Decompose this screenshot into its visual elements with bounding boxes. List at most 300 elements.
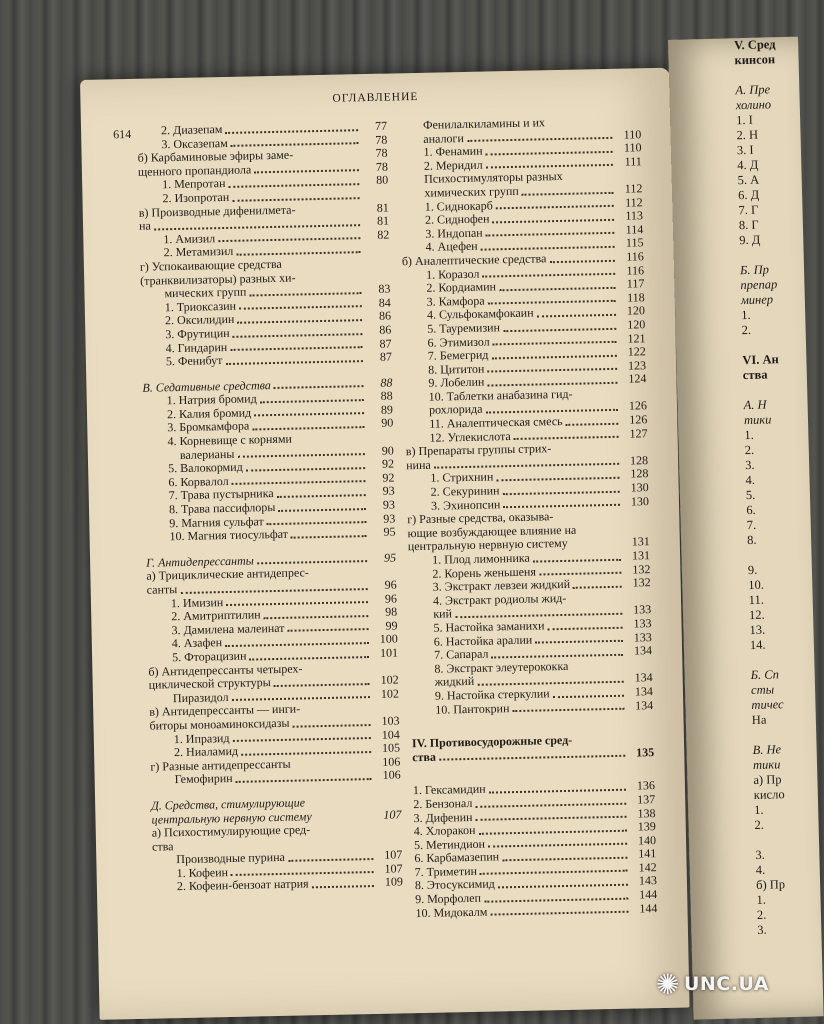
toc-leader-dots bbox=[486, 164, 613, 169]
toc-leader-dots bbox=[481, 246, 615, 251]
toc-leader-dots bbox=[296, 158, 358, 159]
toc-entry-title: центральную нервную систему bbox=[407, 536, 568, 554]
toc-entry-title: 2. Ниаламид bbox=[173, 743, 239, 760]
right-page-line: тичес bbox=[751, 697, 784, 713]
toc-leader-dots bbox=[503, 490, 620, 494]
toc-leader-dots bbox=[566, 180, 613, 181]
toc-leader-dots bbox=[218, 238, 360, 243]
toc-entry-page: 107 bbox=[384, 847, 403, 863]
toc-leader-dots bbox=[241, 751, 371, 756]
toc-entry-page: 77 bbox=[374, 118, 388, 133]
toc-leader-dots bbox=[294, 766, 372, 768]
toc-leader-dots bbox=[225, 129, 358, 134]
toc-entry-page: 123 bbox=[627, 357, 647, 373]
toc-entry-page: 90 bbox=[381, 443, 394, 458]
toc-entry-page: 137 bbox=[637, 792, 656, 807]
toc-leader-dots bbox=[533, 558, 621, 562]
toc-entry-page: 84 bbox=[378, 295, 391, 310]
toc-leader-dots bbox=[522, 191, 614, 195]
toc-leader-dots bbox=[274, 683, 370, 687]
right-page-line: 1. bbox=[744, 427, 754, 443]
toc-entry-title: 4. Хлоракон bbox=[413, 822, 476, 839]
toc-entry-title: 8. Этосуксимид bbox=[414, 876, 495, 893]
toc-leader-dots bbox=[225, 642, 369, 647]
toc-entry-title: в) Производные дифенилмета- bbox=[138, 202, 296, 220]
right-page-line: 14. bbox=[749, 637, 766, 653]
toc-entry-page: 106 bbox=[382, 754, 401, 769]
toc-entry-title: 2. Изопротан bbox=[162, 189, 230, 206]
toc-leader-dots bbox=[493, 341, 617, 346]
toc-leader-dots bbox=[254, 413, 364, 417]
toc-entry-title: 10. Магния тиосульфат bbox=[169, 526, 289, 544]
toc-leader-dots bbox=[237, 453, 365, 458]
toc-leader-dots bbox=[477, 681, 624, 686]
toc-entry-page: 144 bbox=[639, 887, 658, 902]
toc-entry-page: 92 bbox=[382, 470, 395, 485]
right-page-line: Б. Пр bbox=[739, 262, 770, 278]
toc-entry-title: 1. Сиднокарб bbox=[424, 197, 493, 214]
toc-entry-title: центральную нервную систему bbox=[151, 808, 312, 827]
toc-leader-dots bbox=[232, 481, 366, 486]
toc-leader-dots bbox=[312, 885, 374, 888]
toc-entry-page: 93 bbox=[382, 497, 396, 512]
toc-entry-title: б) Антидепрессанты четырех- bbox=[148, 661, 303, 679]
toc-entry-title: мических групп bbox=[164, 284, 247, 301]
toc-leader-dots bbox=[249, 292, 361, 296]
right-page-line: 2. bbox=[741, 322, 752, 338]
toc-entry-title: IV. Противосудорожные сред- bbox=[411, 732, 573, 751]
toc-entry-title: 3. Бромкамфора bbox=[167, 419, 250, 435]
toc-entry-title: б) Карбаминовые эфиры заме- bbox=[137, 147, 294, 165]
toc-entry-page: 116 bbox=[626, 262, 645, 278]
toc-entry-page: 127 bbox=[629, 425, 648, 441]
toc-entry-page: 92 bbox=[381, 456, 395, 472]
toc-entry-page: 140 bbox=[637, 832, 657, 848]
toc-leader-dots bbox=[514, 436, 619, 440]
right-page-line: 1. bbox=[754, 802, 764, 818]
right-page-line: кисло bbox=[753, 787, 785, 803]
toc-leader-dots bbox=[264, 615, 369, 619]
toc-entry-page: 128 bbox=[629, 453, 649, 468]
toc-leader-dots bbox=[488, 843, 627, 848]
toc-leader-dots bbox=[571, 669, 623, 670]
toc-entry-page: 143 bbox=[638, 873, 658, 888]
toc-entry-page: 80 bbox=[376, 172, 389, 188]
toc-entry-title: Гемофирин bbox=[174, 771, 233, 787]
toc-entry-page: 120 bbox=[627, 317, 646, 332]
toc-entry-title: 1. Ипразид bbox=[173, 730, 230, 746]
toc-entry-title: 9. Магния сульфат bbox=[169, 513, 264, 530]
toc-leader-dots bbox=[579, 533, 620, 534]
toc-entry-title: Д. Средства, стимулирующие bbox=[151, 795, 306, 813]
toc-leader-dots bbox=[573, 586, 622, 589]
toc-entry-title: 4. Сульфокамфокаин bbox=[426, 305, 534, 323]
toc-entry-title: 1. Натрия бромид bbox=[166, 391, 257, 408]
toc-entry-page: 95 bbox=[383, 524, 396, 539]
toc-leader-dots bbox=[232, 197, 359, 202]
toc-leader-dots bbox=[492, 654, 624, 659]
toc-entry-title: 7. Трава пустырника bbox=[168, 486, 274, 503]
toc-entry-page: 82 bbox=[377, 227, 390, 242]
toc-entry-title: 1. Фенамин bbox=[423, 143, 483, 160]
toc-entry-page: 112 bbox=[624, 194, 643, 210]
toc-entry-title: 10. Мидокалм bbox=[415, 904, 488, 920]
toc-leader-dots bbox=[239, 305, 362, 310]
right-page-line: 4. bbox=[745, 472, 756, 488]
right-page-line: сты bbox=[750, 682, 775, 698]
right-page-fragment bbox=[668, 37, 824, 1020]
toc-entry-page: 86 bbox=[379, 322, 392, 337]
right-page-line: V. Сред bbox=[733, 37, 776, 53]
toc-leader-dots bbox=[496, 205, 614, 209]
toc-entry-title: 5. Валокормид bbox=[168, 459, 243, 476]
toc-entry-title: 6. Карбамазепин bbox=[414, 849, 500, 866]
toc-leader-dots bbox=[236, 251, 360, 256]
toc-leader-dots bbox=[503, 327, 616, 331]
watermark-text: UNC.UA bbox=[683, 973, 770, 995]
toc-entry-title: 1. Гексамидин bbox=[412, 781, 486, 798]
toc-entry-title: 2. Метамизил bbox=[163, 244, 234, 260]
right-page-line: 1. bbox=[741, 307, 751, 323]
page-header: ОГЛАВЛЕНИЕ bbox=[332, 90, 419, 105]
toc-entry-title: 9. Лобелин bbox=[428, 374, 485, 391]
toc-entry-title: 2. Кофеин-бензоат натрия bbox=[176, 876, 309, 894]
toc-entry-page: 110 bbox=[623, 126, 642, 142]
right-page-line: 7. bbox=[746, 517, 757, 533]
toc-entry-title: 3. Экстракт левзеи жидкий bbox=[432, 577, 571, 594]
toc-entry-title: 10. Пантокрин bbox=[435, 700, 510, 717]
toc-entry-page: 131 bbox=[631, 548, 651, 563]
toc-entry bbox=[415, 902, 657, 921]
toc-entry-page: 99 bbox=[385, 618, 398, 633]
toc-entry-title: Психостимуляторы разных bbox=[424, 169, 563, 187]
toc-leader-dots bbox=[305, 671, 369, 672]
toc-leader-dots bbox=[484, 897, 628, 902]
toc-entry-title: ства bbox=[151, 838, 174, 854]
toc-entry-page: 130 bbox=[630, 493, 650, 509]
toc-entry-title: 5. Фенибут bbox=[165, 353, 223, 369]
toc-leader-dots bbox=[231, 142, 359, 147]
toc-entry-title: 3. Камфора bbox=[426, 293, 485, 309]
toc-leader-dots bbox=[496, 477, 619, 482]
toc-leader-dots bbox=[308, 806, 372, 807]
toc-entry-page: 142 bbox=[638, 859, 657, 875]
toc-entry-page: 87 bbox=[379, 349, 393, 364]
toc-entry-page: 78 bbox=[375, 159, 389, 174]
toc-entry-page: 96 bbox=[384, 577, 397, 592]
toc-leader-dots bbox=[548, 626, 623, 630]
toc-entry-title: Пиразидол bbox=[172, 689, 229, 705]
toc-leader-dots bbox=[254, 170, 359, 174]
toc-entry-page: 107 bbox=[384, 861, 403, 876]
toc-entry-page: 133 bbox=[633, 616, 652, 631]
toc-leader-dots bbox=[252, 426, 364, 430]
toc-leader-dots bbox=[295, 442, 365, 443]
toc-entry-title: 5. Настойка заманихи bbox=[433, 618, 545, 635]
toc-leader-dots bbox=[491, 355, 616, 360]
toc-entry-title: ющие возбуждающее влияние на bbox=[407, 522, 577, 541]
toc-leader-dots bbox=[231, 871, 374, 876]
toc-entry-title: 2. Секуринин bbox=[430, 483, 500, 499]
toc-entry-page: 133 bbox=[633, 629, 652, 645]
right-page-line: 7. Г bbox=[738, 202, 759, 218]
toc-leader-dots bbox=[233, 333, 363, 338]
right-page-line: минер bbox=[740, 292, 774, 308]
toc-leader-dots bbox=[575, 743, 625, 744]
toc-entry-title: 4. Ацефен bbox=[425, 239, 478, 255]
toc-entry-title: 3. Эхинопсин bbox=[430, 496, 501, 513]
toc-entry-title: 1. Стрихнин bbox=[430, 469, 494, 486]
right-page-line: VI. Ан bbox=[742, 352, 779, 368]
right-page-line: 3. bbox=[744, 457, 755, 473]
toc-leader-dots bbox=[288, 628, 369, 632]
right-page-line: 3. bbox=[755, 847, 765, 862]
toc-entry-title: 9. Настойка стеркулии bbox=[434, 686, 550, 703]
toc-entry-title: 8. Цититон bbox=[427, 361, 485, 377]
toc-entry-title: на bbox=[138, 218, 151, 233]
watermark-star-icon: ✺ bbox=[656, 968, 680, 1001]
right-page-line: 9. Д bbox=[739, 232, 761, 248]
toc-entry-title: 2. Калия бромид bbox=[166, 405, 252, 422]
toc-leader-dots bbox=[229, 183, 360, 188]
toc-leader-dots bbox=[285, 267, 361, 269]
right-page-line: 5. А bbox=[737, 172, 760, 188]
toc-entry-title: 2. Оксилидин bbox=[164, 312, 235, 328]
toc-leader-dots bbox=[498, 884, 628, 889]
toc-leader-dots bbox=[237, 319, 362, 324]
toc-entry-title: (транквилизаторы) разных хи- bbox=[140, 270, 296, 288]
toc-entry-page: 141 bbox=[638, 846, 657, 861]
toc-entry-page: 132 bbox=[632, 575, 651, 590]
toc-entry-title: 2. Меридил bbox=[423, 157, 483, 173]
right-page-line: тики bbox=[743, 412, 772, 428]
toc-entry-title: жидкий bbox=[434, 674, 475, 690]
toc-leader-dots bbox=[293, 724, 371, 728]
toc-leader-dots bbox=[512, 708, 624, 712]
toc-entry-page: 81 bbox=[376, 200, 389, 215]
toc-leader-dots bbox=[299, 212, 360, 213]
right-page-line: 8. bbox=[746, 532, 757, 548]
right-page-line: 4. Д bbox=[737, 157, 759, 173]
toc-entry-page: 101 bbox=[379, 645, 399, 660]
right-page-line: 2. bbox=[744, 442, 755, 458]
toc-middle-column bbox=[399, 114, 658, 920]
right-page-line: На bbox=[751, 712, 767, 728]
toc-leader-dots bbox=[487, 368, 617, 373]
right-page-line: 6. bbox=[746, 502, 756, 518]
right-page-line: 9. bbox=[747, 562, 758, 578]
toc-leader-dots bbox=[537, 314, 616, 318]
toc-entry-title: 3. Дамилена малеинат bbox=[171, 620, 285, 637]
toc-entry-title: 1. Плод лимонника bbox=[431, 550, 530, 567]
toc-leader-dots bbox=[478, 829, 626, 834]
toc-entry-title: Производные пурина bbox=[176, 850, 286, 867]
toc-entry-page: 133 bbox=[633, 602, 652, 617]
toc-entry-page: 134 bbox=[634, 670, 653, 685]
toc-entry-title: 1. Амизил bbox=[163, 230, 216, 247]
toc-entry-page: 128 bbox=[630, 466, 649, 481]
toc-leader-dots bbox=[486, 409, 618, 414]
right-page-line: 1. bbox=[756, 892, 767, 907]
toc-entry-page: 139 bbox=[637, 819, 656, 834]
toc-leader-dots bbox=[548, 125, 612, 126]
toc-entry-page: 110 bbox=[623, 140, 642, 155]
toc-entry-title: 2. Корень женьшеня bbox=[432, 564, 537, 581]
toc-entry-page: 104 bbox=[381, 726, 400, 742]
toc-entry-title: биторы моноаминоксидазы bbox=[149, 715, 290, 733]
toc-entry-page: 83 bbox=[378, 281, 391, 296]
toc-entry-title: 8. Экстракт элеутерококка bbox=[434, 658, 569, 676]
toc-entry-title: в) Антидепрессанты — инги- bbox=[149, 701, 301, 720]
toc-entry-title: 2. Амитриптилин bbox=[171, 607, 261, 624]
toc-entry-page: 144 bbox=[639, 900, 658, 916]
toc-entry-page: 135 bbox=[636, 744, 655, 760]
right-page-line: 8. Г bbox=[738, 217, 759, 233]
right-page-line: В. Не bbox=[752, 742, 782, 758]
toc-entry-title: а) Трициклические антидепрес- bbox=[146, 565, 309, 584]
toc-entry-title: 4. Экстракт родиолы жид- bbox=[432, 590, 567, 608]
toc-entry-title: а) Психостимулирующие сред- bbox=[151, 822, 311, 840]
toc-leader-dots bbox=[277, 494, 366, 498]
toc-entry-title: 7. Сапарал bbox=[433, 646, 489, 662]
toc-leader-dots bbox=[232, 696, 370, 701]
toc-entry-title: 4. Корневище с корнями bbox=[167, 431, 293, 449]
toc-entry-page: 113 bbox=[625, 208, 644, 223]
toc-entry bbox=[153, 876, 403, 895]
toc-entry-title: 8. Трава пассифлоры bbox=[168, 500, 276, 517]
right-page-line: а) Пр bbox=[753, 772, 782, 788]
toc-entry-page: 102 bbox=[380, 686, 400, 701]
toc-entry-title: 3. Оксазепам bbox=[161, 135, 228, 151]
toc-leader-dots bbox=[246, 467, 365, 472]
toc-entry-page: 88 bbox=[380, 388, 393, 404]
toc-entry-title: В. Седативные средства bbox=[142, 377, 271, 395]
toc-leader-dots bbox=[576, 397, 618, 398]
toc-entry-page: 106 bbox=[382, 767, 401, 783]
watermark bbox=[656, 968, 769, 1001]
toc-entry-page: 131 bbox=[631, 534, 650, 549]
right-page-line: А. Н bbox=[743, 397, 767, 413]
toc-leader-dots bbox=[482, 273, 615, 278]
toc-entry-title: 2. Кордиамин bbox=[426, 279, 497, 295]
toc-leader-dots bbox=[556, 520, 620, 521]
toc-entry-title: 1. Мепротан bbox=[162, 176, 226, 192]
toc-entry-page: 78 bbox=[375, 132, 388, 147]
toc-leader-dots bbox=[230, 346, 362, 351]
toc-entry-title: 9. Морфолеп bbox=[415, 890, 482, 907]
toc-leader-dots bbox=[480, 870, 628, 875]
toc-entry-title: в) Препараты группы стрих- bbox=[405, 441, 552, 459]
right-page-line: Б. Сп bbox=[750, 667, 780, 683]
right-page-line: 2. Н bbox=[736, 127, 759, 143]
toc-leader-dots bbox=[566, 422, 619, 425]
toc-leader-dots bbox=[467, 137, 612, 142]
toc-left-column bbox=[137, 120, 403, 895]
toc-entry-page: 138 bbox=[637, 805, 656, 820]
toc-entry-page: 86 bbox=[378, 308, 392, 324]
right-page-line: 6. Д bbox=[737, 187, 760, 203]
right-page-line: холино bbox=[735, 97, 772, 113]
right-page-line: 10. bbox=[748, 577, 765, 593]
right-page-line: 3. I bbox=[736, 142, 754, 158]
toc-entry-title: санты bbox=[146, 582, 178, 597]
toc-leader-dots bbox=[502, 857, 627, 862]
toc-entry-title: 2. Сиднофен bbox=[424, 211, 490, 227]
toc-entry-page: 134 bbox=[634, 684, 654, 699]
toc-entry-title: 1. Триоксазин bbox=[164, 298, 237, 314]
toc-leader-dots bbox=[260, 399, 364, 403]
toc-entry-title: аналоги bbox=[423, 130, 464, 146]
right-page-line: 11. bbox=[748, 592, 765, 608]
toc-entry-page: 90 bbox=[381, 415, 394, 431]
toc-entry-page: 121 bbox=[627, 330, 646, 346]
toc-entry-page: 89 bbox=[380, 402, 394, 417]
right-page-line: 5. bbox=[745, 487, 756, 503]
toc-entry-page: 134 bbox=[635, 697, 654, 713]
right-page-line: б) Пр bbox=[755, 877, 786, 892]
toc-entry-title: щенного пропандиола bbox=[137, 162, 252, 179]
toc-leader-dots bbox=[315, 819, 373, 820]
toc-entry-page: 118 bbox=[626, 289, 645, 305]
toc-entry-title: 7. Триметин bbox=[414, 863, 478, 880]
toc-entry-title: 6. Настойка аралии bbox=[433, 632, 533, 649]
toc-leader-dots bbox=[569, 601, 622, 602]
toc-entry-page: 93 bbox=[382, 483, 395, 499]
toc-entry-title: 3. Фрутицин bbox=[165, 325, 230, 342]
toc-entry-title: ства bbox=[412, 749, 437, 764]
toc-entry-title: 5. Метиндион bbox=[413, 836, 486, 852]
toc-leader-dots bbox=[488, 300, 616, 305]
toc-leader-dots bbox=[291, 535, 367, 539]
toc-entry-page: 120 bbox=[626, 303, 646, 318]
right-page-line: 13. bbox=[749, 622, 766, 638]
toc-entry-title: валерианы bbox=[179, 446, 235, 462]
toc-entry-title: 3. Дифенин bbox=[413, 809, 473, 825]
toc-entry-title: 11. Аналептическая смесь bbox=[429, 414, 563, 431]
right-page-line: А. Пре bbox=[735, 82, 771, 98]
toc-entry-page: 111 bbox=[624, 154, 642, 169]
toc-entry-title: циклической структуры bbox=[148, 675, 271, 692]
toc-leader-dots bbox=[571, 547, 621, 548]
toc-leader-dots bbox=[553, 694, 624, 697]
toc-entry-page: 88 bbox=[380, 375, 393, 390]
toc-leader-dots bbox=[313, 833, 373, 834]
toc-entry-page: 103 bbox=[381, 713, 400, 728]
toc-entry-page: 132 bbox=[632, 561, 651, 577]
toc-leader-dots bbox=[236, 778, 372, 783]
right-page-line: 12. bbox=[748, 607, 765, 623]
toc-entry-page: 93 bbox=[383, 511, 396, 526]
toc-leader-dots bbox=[249, 656, 369, 661]
toc-entry-title: 2. Бензонал bbox=[413, 795, 473, 812]
toc-leader-dots bbox=[499, 287, 615, 291]
toc-leader-dots bbox=[503, 504, 620, 508]
toc-entry-page: 114 bbox=[625, 221, 644, 237]
toc-entry-title: 5. Тауремизин bbox=[427, 320, 501, 336]
toc-entry-page: 102 bbox=[380, 672, 399, 687]
toc-entry-title: рохлорида bbox=[428, 402, 483, 418]
toc-leader-dots bbox=[490, 911, 628, 916]
toc-leader-dots bbox=[475, 802, 626, 807]
toc-leader-dots bbox=[476, 816, 627, 821]
toc-entry-page: 117 bbox=[626, 276, 645, 291]
toc-entry-page: 122 bbox=[627, 344, 646, 359]
toc-entry-page: 116 bbox=[626, 249, 644, 264]
toc-entry-title: 7. Бемегрид bbox=[427, 347, 489, 363]
toc-entry-title: 4. Азафен bbox=[171, 635, 223, 651]
toc-leader-dots bbox=[226, 601, 368, 606]
toc-entry-title: 10. Таблетки анабазина гид- bbox=[428, 386, 573, 404]
